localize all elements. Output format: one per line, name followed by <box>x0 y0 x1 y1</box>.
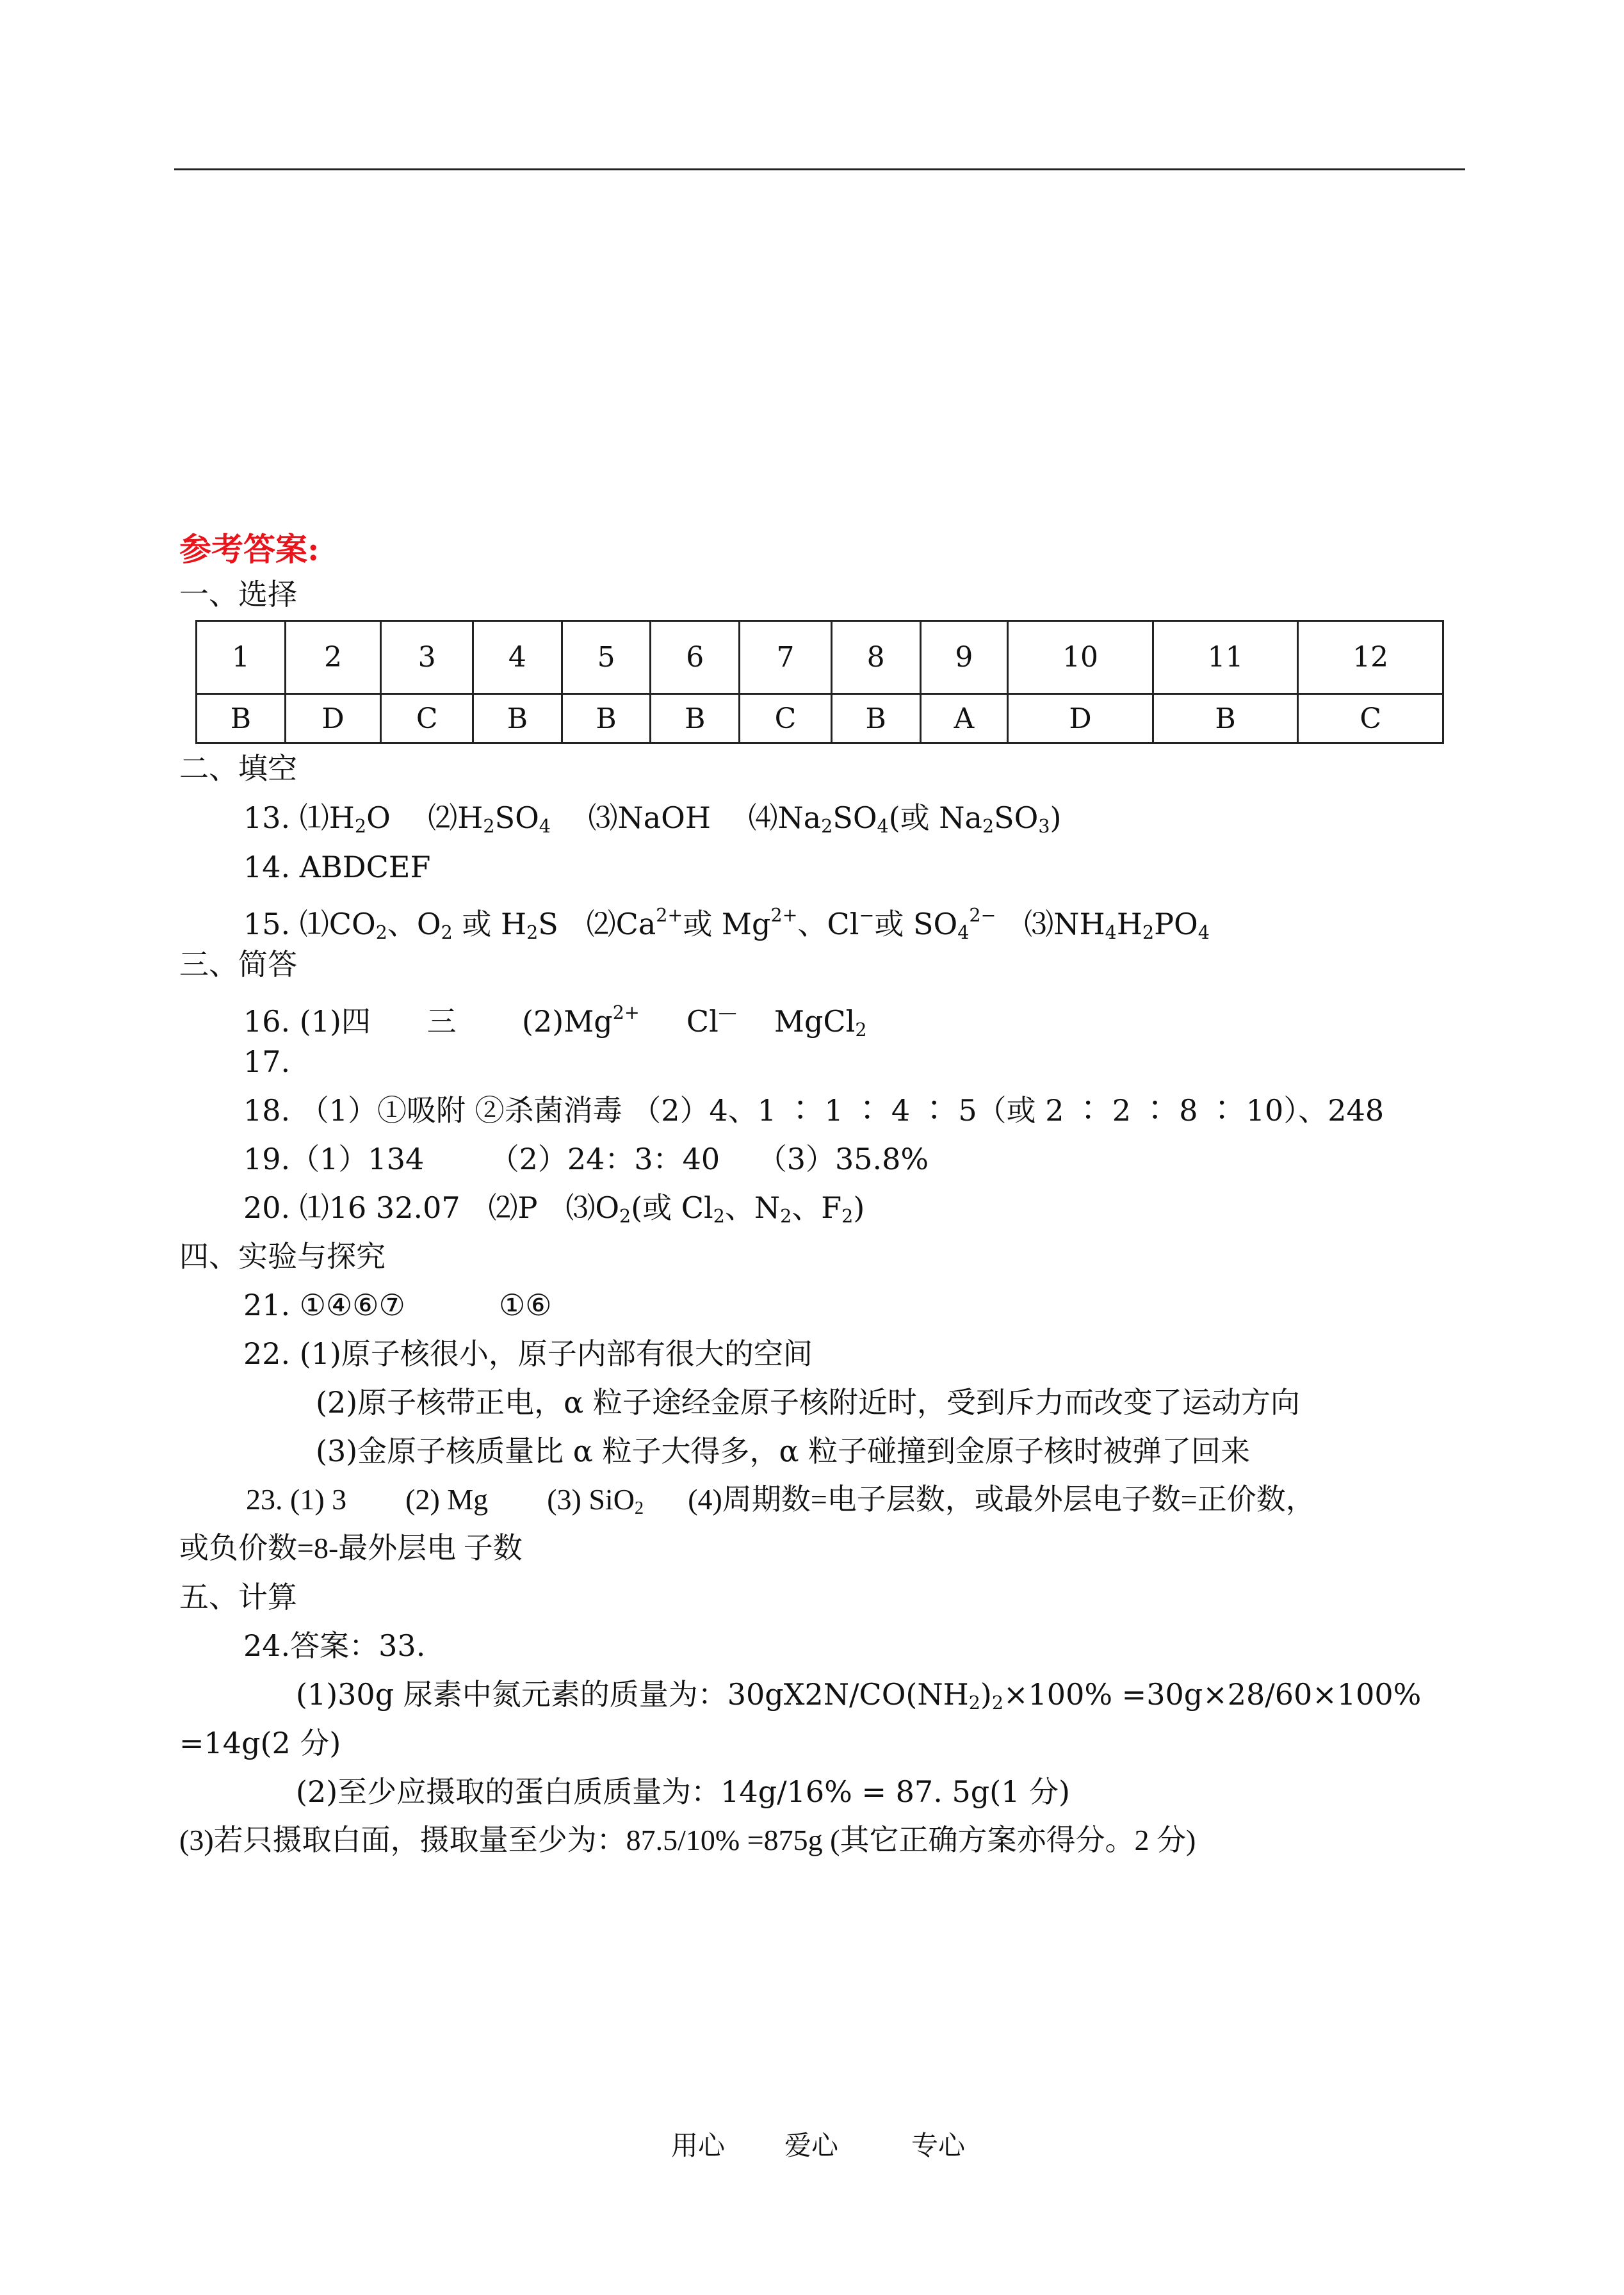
table-cell-answer: C <box>1298 694 1443 743</box>
answer-24-line-1: (1)30g 尿素中氮元素的质量为：$30gX2N/CO(NH_2)_2\times 100\% =30g\times 28/60\times 100\%$ <box>296 1677 1422 1714</box>
table-cell-answer: D <box>285 694 381 743</box>
answer-19: 19.（1）134 （2）24：3：40 （3）35.8% <box>243 1142 929 1176</box>
answer-24-line-4: (3)若只摄取白面，摄取量至少为：87.5/10% =875g (其它正确方案亦得分。2 分) <box>179 1824 1196 1856</box>
table-row-answers <box>197 694 1443 743</box>
answer-18: 18. （1）①吸附 ②杀菌消毒 （2）4、1 ∶ 1 ∶ 4 ∶ 5（或 2 ∶ 2 ∶ 8 ∶ 10）、248 <box>243 1093 1384 1128</box>
table-cell-number: 12 <box>1298 621 1443 694</box>
table-cell-answer: B <box>562 694 651 743</box>
answer-23-line-2: 或负价数=8-最外层电 子数 <box>179 1532 523 1564</box>
table-cell-answer: C <box>740 694 832 743</box>
section-heading-experiment: 四、实验与探究 <box>179 1239 386 1274</box>
answer-23: 23. (1) 3 (2) Mg (3) SiO$_2$ (4)周期数=电子层数，或最外层电子数=正价数， <box>246 1483 1315 1519</box>
answer-14: 14. ABDCEF <box>243 850 431 884</box>
table-cell-number: 3 <box>381 621 473 694</box>
table-cell-number: 4 <box>473 621 562 694</box>
footer-text-1: 用心 <box>671 2130 726 2161</box>
answer-24-line-3: (2)至少应摄取的蛋白质质量为：14g/16% = 87. 5g(1 分) <box>296 1774 1070 1809</box>
answer-13: 13. $⑴H_2O$ $⑵H_2SO_4$ ⑶NaOH $⑷Na_2SO_4$(或 $Na_2SO_3$) <box>243 800 1062 838</box>
answer-22-line-1: 22. (1)原子核很小，原子内部有很大的空间 <box>243 1336 813 1371</box>
table-cell-answer: B <box>1153 694 1298 743</box>
answer-key-title: 参考答案: <box>179 530 320 568</box>
table-cell-number: 2 <box>285 621 381 694</box>
section-heading-fill: 二、填空 <box>179 751 297 786</box>
table-cell-number: 9 <box>920 621 1008 694</box>
table-cell-answer: D <box>1008 694 1153 743</box>
table-cell-answer: B <box>197 694 286 743</box>
section-heading-choice: 一、选择 <box>179 577 297 612</box>
table-cell-number: 5 <box>562 621 651 694</box>
section-heading-short-answer: 三、简答 <box>179 947 297 982</box>
answer-17: 17. <box>243 1044 291 1079</box>
table-cell-number: 6 <box>651 621 740 694</box>
answer-15: 15. $⑴CO_2$、$O_2$ 或 $H_2S$ $⑵Ca^{2+}$或 $Mg^{2+}$、Cl−或 $SO_4^{2-}$ $⑶NH_4H_2PO_4$ <box>243 905 1210 944</box>
table-cell-number: 10 <box>1008 621 1153 694</box>
answer-20: 20. ⑴16 32.07 ⑵P $⑶O_2$(或 $Cl_2$、$N_2$、$F_2$) <box>243 1190 865 1228</box>
table-cell-number: 11 <box>1153 621 1298 694</box>
table-cell-number: 7 <box>740 621 832 694</box>
table-cell-answer: C <box>381 694 473 743</box>
footer-text-3: 专心 <box>911 2130 966 2161</box>
answer-21: 21. ①④⑥⑦ ①⑥ <box>243 1288 552 1322</box>
answer-22-line-3: (3)金原子核质量比 α 粒子大得多，α 粒子碰撞到金原子核时被弹了回来 <box>316 1434 1251 1468</box>
section-heading-calculation: 五、计算 <box>179 1580 297 1614</box>
answer-16: 16. (1)四 三 $(2)Mg^{2+}$ Cl— MgCl$_2$ <box>243 1002 867 1041</box>
table-cell-answer: A <box>920 694 1008 743</box>
table-cell-number: 1 <box>197 621 286 694</box>
choice-answer-table <box>195 620 1444 744</box>
table-cell-answer: B <box>651 694 740 743</box>
table-cell-number: 8 <box>831 621 920 694</box>
table-cell-answer: B <box>473 694 562 743</box>
answer-24-line-2: =14g(2 分) <box>179 1726 341 1760</box>
answer-24-head: 24.答案：33. <box>243 1628 426 1663</box>
header-rule <box>174 168 1465 170</box>
footer-text-2: 爱心 <box>784 2130 839 2161</box>
table-cell-answer: B <box>831 694 920 743</box>
table-row-numbers <box>197 621 1443 694</box>
answer-22-line-2: (2)原子核带正电，α 粒子途经金原子核附近时，受到斥力而改变了运动方向 <box>316 1385 1300 1420</box>
